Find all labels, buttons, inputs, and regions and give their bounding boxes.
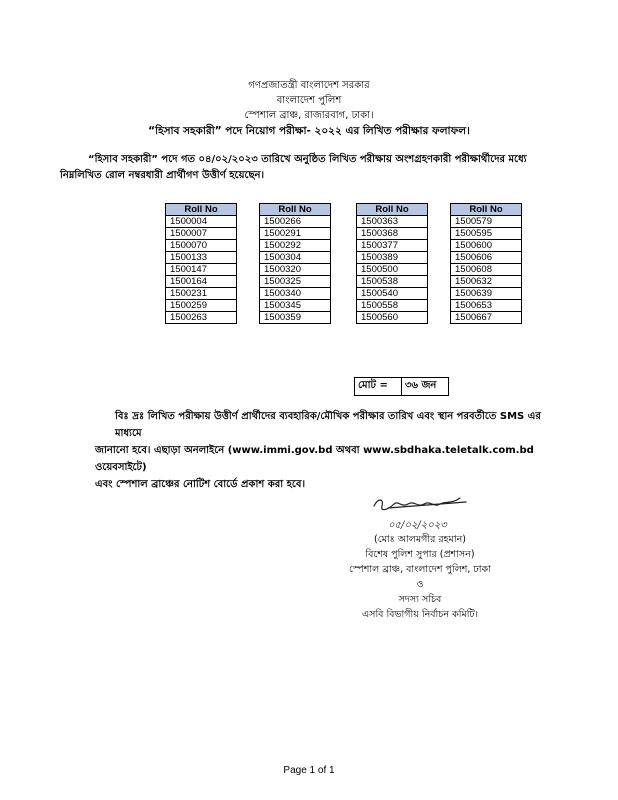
document-header [0, 78, 618, 139]
roll-table-2 [259, 203, 331, 324]
roll-cell: 1500359 [260, 312, 331, 324]
branch-line: স্পেশাল ব্রাঞ্চ, রাজারবাগ, ঢাকা। [244, 110, 374, 121]
roll-cell: 1500368 [357, 228, 428, 240]
roll-table-4 [450, 203, 522, 324]
roll-header: Roll No [260, 204, 331, 216]
roll-cell: 1500292 [260, 240, 331, 252]
roll-cell: 1500608 [451, 264, 522, 276]
note-line-2: জানানো হবে। এছাড়া অনলাইনে (www.immi.gov.bd অথবা www.sbdhaka.teletalk.com.bd ওয়েবসাইটে) [95, 445, 534, 473]
roll-cell: 1500007 [166, 228, 237, 240]
roll-cell: 1500632 [451, 276, 522, 288]
roll-cell: 1500147 [166, 264, 237, 276]
signature-date: ০৫/০২/২০২৩ [388, 520, 447, 531]
roll-cell: 1500004 [166, 216, 237, 228]
roll-cell: 1500320 [260, 264, 331, 276]
intro-line-1: “হিসাব সহকারী” পদে গত ০৪/০২/২০২৩ তারিখে অনুষ্ঠিত লিখিত পরীক্ষায় অংশগ্রহণকারী পরীক্ষার্থীদের মধ্যে [88, 154, 527, 165]
roll-cell: 1500291 [260, 228, 331, 240]
police-line: বাংলাদেশ পুলিশ [276, 95, 342, 106]
conjunction: ও [416, 579, 424, 590]
roll-cell: 1500259 [166, 300, 237, 312]
roll-cell: 1500606 [451, 252, 522, 264]
roll-header: Roll No [451, 204, 522, 216]
roll-cell: 1500389 [357, 252, 428, 264]
roll-cell: 1500325 [260, 276, 331, 288]
roll-cell: 1500560 [357, 312, 428, 324]
intro-line-2: নিম্নলিখিত রোল নম্বরধারী প্রার্থীগণ উত্তীর্ণ হয়েছেন। [60, 170, 265, 181]
total-label: মোট = [355, 378, 402, 396]
roll-cell: 1500340 [260, 288, 331, 300]
officer-designation: বিশেষ পুলিশ সুপার (প্রশাসন) [365, 549, 475, 560]
roll-cell: 1500500 [357, 264, 428, 276]
note-line-3: এবং স্পেশাল ব্রাঞ্চের নোটিশ বোর্ডে প্রকাশ করা হবে। [95, 479, 306, 490]
page-number: Page 1 of 1 [283, 765, 335, 776]
roll-cell: 1500667 [451, 312, 522, 324]
committee-name: এসবি বিভাগীয় নির্বাচন কমিটি। [361, 609, 479, 620]
roll-table-3 [356, 203, 428, 324]
roll-cell: 1500579 [451, 216, 522, 228]
roll-cell: 1500070 [166, 240, 237, 252]
roll-cell: 1500345 [260, 300, 331, 312]
roll-cell: 1500538 [357, 276, 428, 288]
roll-cell: 1500653 [451, 300, 522, 312]
officer-office: স্পেশাল ব্রাঞ্চ, বাংলাদেশ পুলিশ, ঢাকা [349, 564, 491, 575]
roll-cell: 1500263 [166, 312, 237, 324]
roll-cell: 1500595 [451, 228, 522, 240]
roll-cell: 1500231 [166, 288, 237, 300]
roll-cell: 1500377 [357, 240, 428, 252]
note-line-1: বিঃ দ্রঃ লিখিত পরীক্ষায় উত্তীর্ণ প্রার্থীদের ব্যবহারিক/মৌখিক পরীক্ষার তারিখ এবং স্থান পরবর্তীতে SMS এর মাধ্যমে [115, 411, 541, 439]
handwritten-signature [368, 494, 478, 534]
roll-cell: 1500266 [260, 216, 331, 228]
roll-cell: 1500363 [357, 216, 428, 228]
officer-name: (মোঃ আলমগীর রহমান) [374, 534, 466, 545]
roll-cell: 1500639 [451, 288, 522, 300]
roll-cell: 1500304 [260, 252, 331, 264]
total-box [354, 377, 449, 396]
roll-cell: 1500540 [357, 288, 428, 300]
total-value: ৩৬ জন [402, 378, 449, 396]
note-paragraph [95, 408, 545, 493]
govt-line: গণপ্রজাতন্ত্রী বাংলাদেশ সরকার [248, 80, 370, 91]
roll-cell: 1500164 [166, 276, 237, 288]
roll-cell: 1500600 [451, 240, 522, 252]
intro-paragraph [60, 152, 560, 184]
roll-cell: 1500558 [357, 300, 428, 312]
roll-header: Roll No [357, 204, 428, 216]
document-title: “হিসাব সহকারী” পদে নিয়োগ পরীক্ষা- ২০২২ এর লিখিত পরীক্ষার ফলাফল। [148, 125, 470, 137]
roll-header: Roll No [166, 204, 237, 216]
roll-table-1 [165, 203, 237, 324]
officer-role: সদস্য সচিব [398, 594, 442, 605]
signature-block [330, 532, 510, 622]
roll-cell: 1500133 [166, 252, 237, 264]
